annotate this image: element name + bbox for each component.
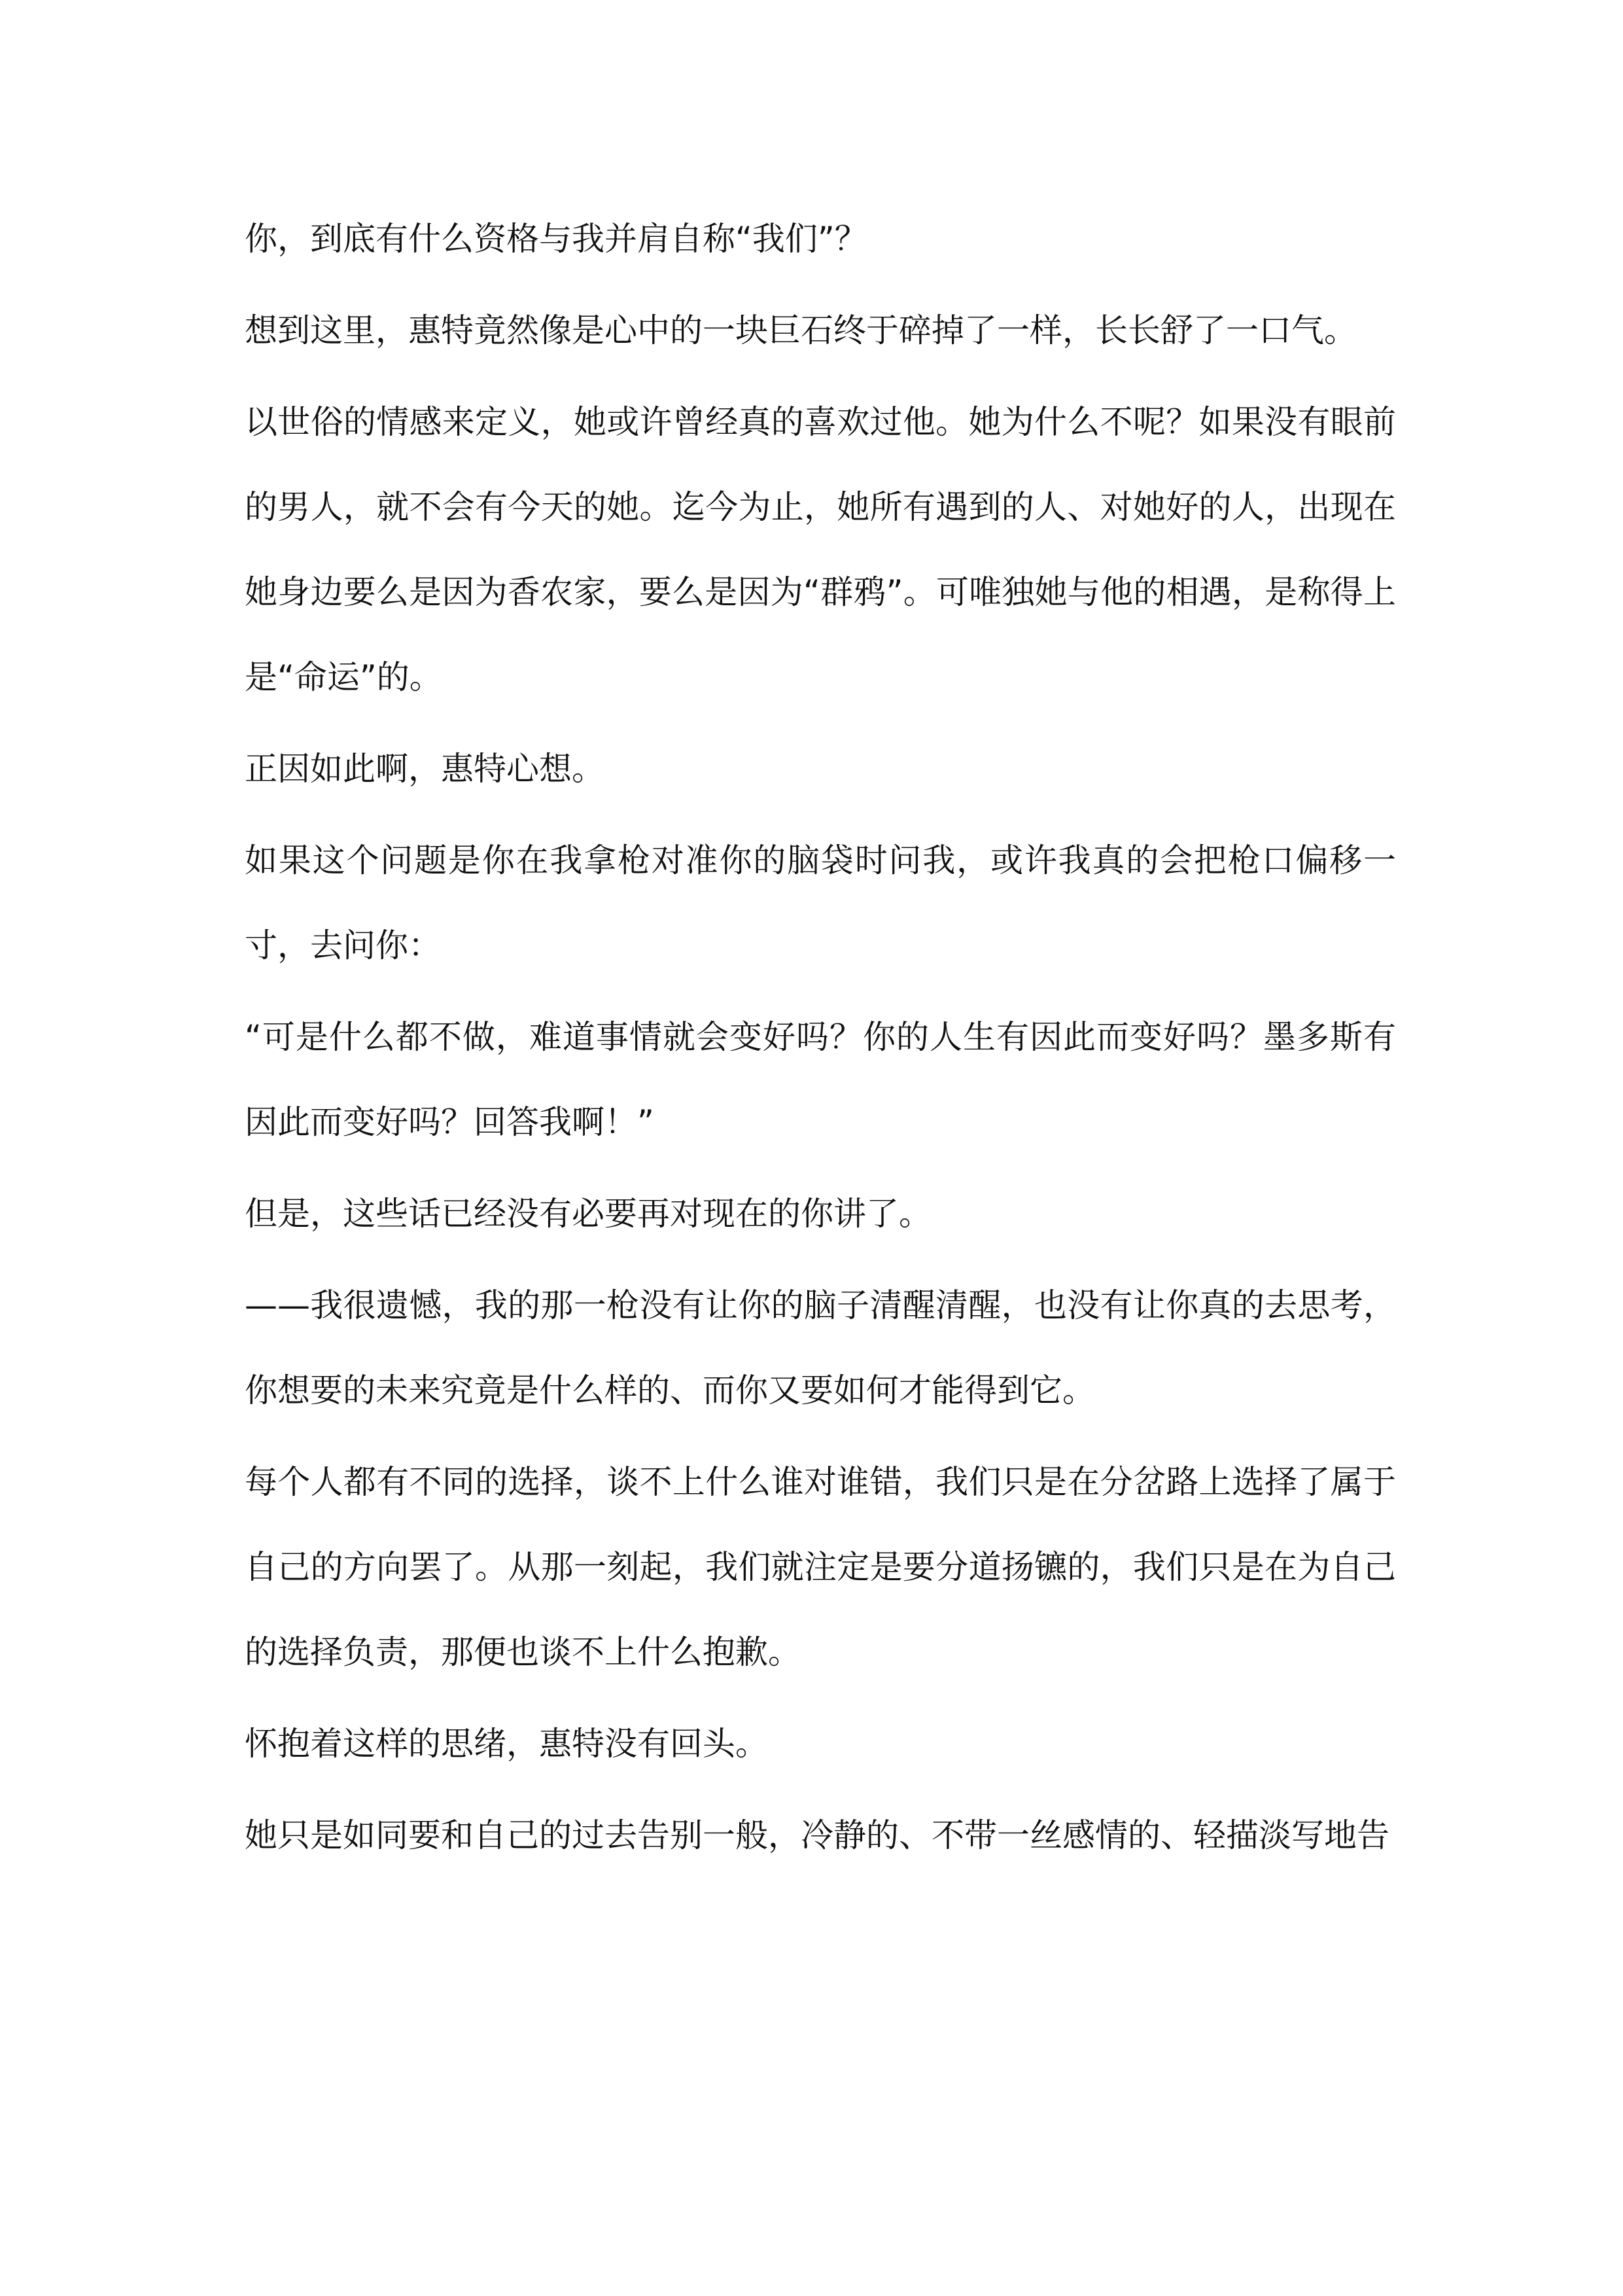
paragraph: 但是，这些话已经没有必要再对现在的你讲了。 xyxy=(245,1195,932,1233)
paragraph: ——我很遗憾，我的那一枪没有让你的脑子清醒清醒，也没有让你真的去思考，你想要的未来究竟是什么样的、而你又要如何才能得到它。 xyxy=(245,1286,1396,1409)
paragraph: 正因如此啊，惠特心想。 xyxy=(245,750,604,788)
paragraph: 如果这个问题是你在我拿枪对准你的脑袋时问我，或许我真的会把枪口偏移一寸，去问你： xyxy=(245,841,1396,964)
paragraph: 你，到底有什么资格与我并肩自称“我们”？ xyxy=(245,220,867,258)
document-body xyxy=(245,196,1396,1884)
paragraph: 以世俗的情感来定义，她或许曾经真的喜欢过他。她为什么不呢？如果没有眼前的男人，就不会有今天的她。迄今为止，她所有遇到的人、对她好的人，出现在她身边要么是因为香农家，要么是因为“群鸦”。可唯独她与他的相遇，是称得上是“命运”的。 xyxy=(245,403,1396,696)
paragraph: 怀抱着这样的思绪，惠特没有回头。 xyxy=(245,1725,768,1763)
paragraph: “可是什么都不做，难道事情就会变好吗？你的人生有因此而变好吗？墨多斯有因此而变好吗？回答我啊！” xyxy=(245,1018,1396,1141)
paragraph: 她只是如同要和自己的过去告别一般，冷静的、不带一丝感情的、轻描淡写地告 xyxy=(245,1816,1389,1854)
paragraph: 想到这里，惠特竟然像是心中的一块巨石终于碎掉了一样，长长舒了一口气。 xyxy=(245,311,1357,349)
paragraph: 每个人都有不同的选择，谈不上什么谁对谁错，我们只是在分岔路上选择了属于自己的方向罢了。从那一刻起，我们就注定是要分道扬镳的，我们只是在为自己的选择负责，那便也谈不上什么抱歉。 xyxy=(245,1463,1396,1671)
